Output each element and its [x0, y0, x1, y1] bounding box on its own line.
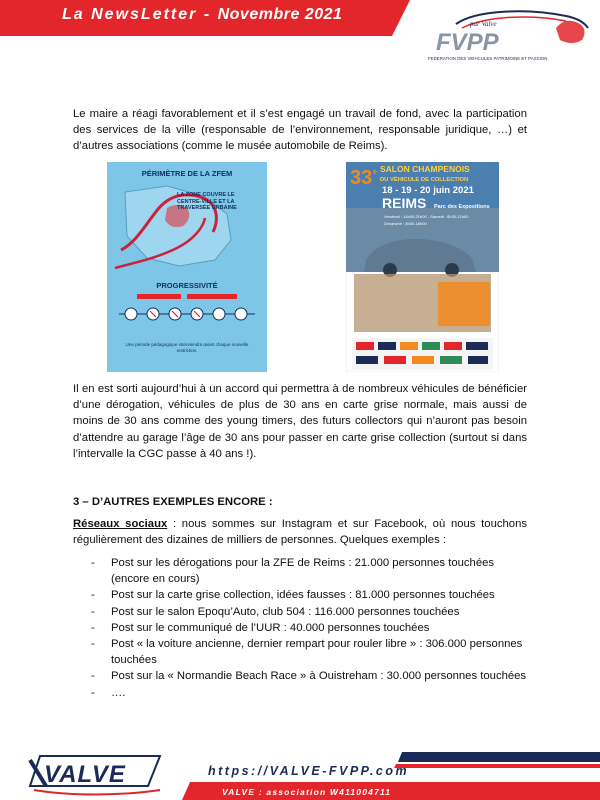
- fvpp-byline: par Valve: [470, 20, 497, 28]
- timeline-icon: [235, 308, 247, 320]
- list-item: [73, 555, 527, 587]
- bullet-dash: -: [91, 686, 95, 699]
- salon-venue: Parc des Expositions: [434, 204, 490, 210]
- fvpp-logo-name: FVPP: [436, 29, 499, 56]
- salon-title-line1: SALON CHAMPENOIS: [380, 164, 470, 174]
- list-item: [73, 668, 527, 684]
- zfem-title: PÉRIMÈTRE DE LA ZFEM: [141, 169, 233, 178]
- bullet-dash: -: [91, 621, 95, 634]
- list-item-text: ….: [111, 686, 126, 699]
- section-3-heading: 3 – D’AUTRES EXEMPLES ENCORE :: [73, 496, 273, 508]
- social-networks-text: : nous sommes sur Instagram et sur Facebook, où nous touchons régulièrement des dizaines de milliers de personnes. Quelques exemples :: [73, 518, 527, 547]
- list-item: [73, 587, 527, 603]
- salon-city: REIMS: [382, 195, 427, 211]
- valve-logo: VALVE: [44, 761, 126, 788]
- examples-list: [73, 555, 527, 701]
- social-networks-label: Réseaux sociaux: [73, 518, 168, 530]
- website-link[interactable]: https://VALVE-FVPP.com: [208, 764, 410, 778]
- list-item: [73, 685, 527, 701]
- bullet-dash: -: [91, 557, 95, 569]
- salon-edition: 33: [350, 167, 373, 189]
- bullet-dash: -: [91, 605, 95, 618]
- bullet-dash: -: [91, 638, 95, 651]
- list-item-text: Post sur les dérogations pour la ZFE de Reims : 21.000 personnes touchées (encore en cours): [111, 557, 495, 586]
- list-item: [73, 636, 527, 668]
- list-item-text: Post sur la « Normandie Beach Race » à Ouistreham : 30.000 personnes touchées: [111, 670, 527, 683]
- salon-schedule-2: Dimanche : 8h30-18h00: [384, 221, 427, 226]
- paragraph-mayor: Le maire a réagi favorablement et il s’est engagé un travail de fond, avec la participation des services de la ville (responsable de l’environnement, responsable juridique, …) et d’autres associations (comme le musée automobile de Reims).: [73, 108, 527, 153]
- salon-dates: 18 - 19 - 20 juin 2021: [382, 185, 474, 196]
- paragraph-social-networks: [73, 516, 527, 548]
- zfem-perimeter-image: [107, 162, 267, 372]
- salon-edition-suffix: e: [373, 169, 377, 176]
- fvpp-tagline: FEDERATION DES VEHICULES PATRIMOINE ET PASSION: [428, 56, 548, 61]
- list-item-text: Post sur la carte grise collection, idées fausses : 81.000 personnes touchées: [111, 589, 495, 602]
- fvpp-logo: [416, 4, 596, 64]
- zfem-caption: Une période pédagogique interviendra avant chaque nouvelle restriction.: [125, 342, 249, 353]
- newsletter-title-text: La NewsLetter -: [62, 6, 212, 23]
- newsletter-month: Novembre 2021: [217, 6, 343, 23]
- paragraph-agreement: Il en est sorti aujourd’hui à un accord qui permettra à de nombreux véhicules de bénéficier d’une dérogation, véhicules de plus de 30 ans en carte grise normale, mais aussi de moins de 30 ans comme des young timers, des futurs collectors qui n’auront pas besoin d’attendre au garage l’âge de 30 ans pour passer en carte grise collection (surtout si dans l’intervalle la CGC passe à 40 ans !).: [73, 383, 527, 460]
- zfem-zone-label: LA ZONE COUVRE LE CENTRE-VILLE ET LA TRAVERSÉE URBAINE: [177, 192, 237, 211]
- list-item-text: Post sur le salon Epoqu’Auto, club 504 : 116.000 personnes touchées: [111, 605, 460, 618]
- salon-poster-image: [346, 162, 499, 372]
- timeline-icon: [125, 308, 137, 320]
- list-item: [73, 620, 527, 636]
- bullet-dash: -: [91, 589, 95, 602]
- zfem-progressivity-title: PROGRESSIVITÉ: [156, 281, 218, 290]
- timeline-icon: [213, 308, 225, 320]
- list-item: [73, 604, 527, 620]
- association-id: VALVE : association W411004711: [222, 787, 392, 797]
- salon-schedule-1: Vendredi : 14h00-21h00 - Samedi : 8h30-21h00: [384, 214, 469, 219]
- page-header: [0, 0, 600, 60]
- page-footer: [0, 746, 600, 800]
- bullet-dash: -: [91, 670, 95, 683]
- newsletter-title: [62, 6, 342, 24]
- list-item-text: Post « la voiture ancienne, dernier rempart pour rouler libre » : 306.000 personnes touchées: [111, 638, 523, 667]
- list-item-text: Post sur le communiqué de l’UUR : 40.000 personnes touchées: [111, 621, 430, 634]
- salon-title-line2: DU VÉHICULE DE COLLECTION: [380, 177, 469, 183]
